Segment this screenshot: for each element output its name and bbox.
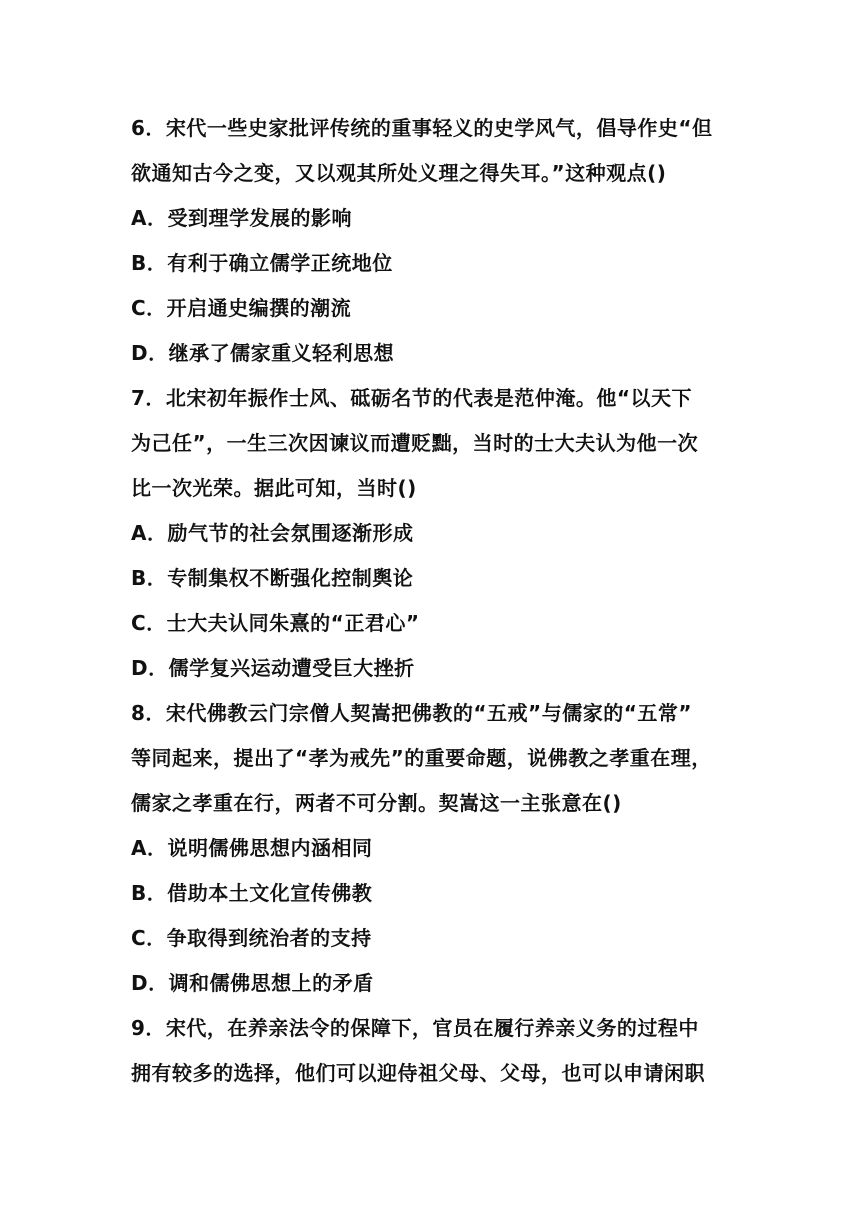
q6-stem-line-2: 欲通知古今之变，又以观其所处义理之得失耳。”这种观点() — [131, 161, 667, 185]
q7-stem-line-2: 为己任”，一生三次因谏议而遭贬黜，当时的士大夫认为他一次 — [131, 431, 699, 455]
q7-option-a: A．励气节的社会氛围逐渐形成 — [131, 521, 414, 545]
q8-option-a: A．说明儒佛思想内涵相同 — [131, 836, 373, 860]
q6-option-c: C．开启通史编撰的潮流 — [131, 296, 352, 320]
q6-option-a: A．受到理学发展的影响 — [131, 206, 352, 230]
q8-option-c: C．争取得到统治者的支持 — [131, 926, 372, 950]
q6-stem-line-1: 6．宋代一些史家批评传统的重事轻义的史学风气，倡导作史“但 — [131, 116, 713, 140]
q8-option-d: D．调和儒佛思想上的矛盾 — [131, 971, 374, 995]
q7-option-d: D．儒学复兴运动遭受巨大挫折 — [131, 656, 415, 680]
q8-option-b: B．借助本土文化宣传佛教 — [131, 881, 373, 905]
q8-stem-line-3: 儒家之孝重在行，两者不可分割。契嵩这一主张意在() — [131, 791, 622, 815]
q7-stem-line-1: 7．北宋初年振作士风、砥砺名节的代表是范仲淹。他“以天下 — [131, 386, 693, 410]
q8-stem-line-1: 8．宋代佛教云门宗僧人契嵩把佛教的“五戒”与儒家的“五常” — [131, 701, 692, 725]
q7-option-b: B．专制集权不断强化控制舆论 — [131, 566, 414, 590]
q8-stem-line-2: 等同起来，提出了“孝为戒先”的重要命题，说佛教之孝重在理， — [131, 746, 712, 770]
q9-stem-line-2: 拥有较多的选择，他们可以迎侍祖父母、父母，也可以申请闲职 — [131, 1061, 705, 1085]
q7-option-c: C．士大夫认同朱熹的“正君心” — [131, 611, 420, 635]
q9-stem-line-1: 9．宋代，在养亲法令的保障下，官员在履行养亲义务的过程中 — [131, 1016, 699, 1040]
q7-stem-line-3: 比一次光荣。据此可知，当时() — [131, 476, 417, 500]
q6-option-d: D．继承了儒家重义轻利思想 — [131, 341, 395, 365]
q6-option-b: B．有利于确立儒学正统地位 — [131, 251, 393, 275]
